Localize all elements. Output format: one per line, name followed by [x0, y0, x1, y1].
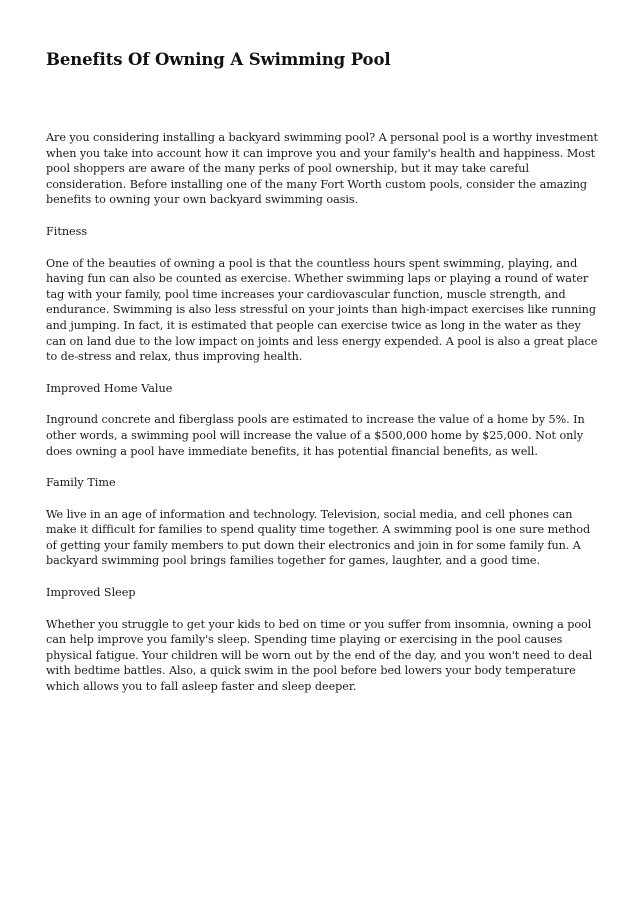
section-heading-home-value: Improved Home Value: [46, 381, 173, 395]
intro-paragraph: Are you considering installing a backyard swimming pool? A personal pool is a worthy investment when you take into account how it can improve you and your family's health and happiness. Most pool shoppers are aware of the many perks of pool ownership, but it may take careful consideration. Before installing one of the many Fort Worth custom pools, consider the amazing benefits to owning your own backyard swimming oasis.: [46, 131, 598, 207]
section-text-home-value: Inground concrete and fiberglass pools are estimated to increase the value of a home by 5%. In other words, a swimming pool will increase the value of a $500,000 home by $25,000. Not only does owning a pool have immediate benefits, it has potential financial benefits, as well.: [46, 413, 585, 458]
document-title: Benefits Of Owning A Swimming Pool: [46, 50, 391, 69]
section-heading-family-time: Family Time: [46, 476, 116, 490]
section-heading-sleep: Improved Sleep: [46, 586, 136, 600]
document-body: [46, 130, 598, 711]
section-text-sleep: Whether you struggle to get your kids to bed on time or you suffer from insomnia, owning a pool can help improve you family's sleep. Spending time playing or exercising in the pool causes physical fatigue. Your children will be worn out by the end of the day, and you won't need to deal with bedtime battles. Also, a quick swim in the pool before bed lowers your body temperature which allows you to fall asleep faster and sleep deeper.: [46, 617, 593, 694]
section-heading-fitness: Fitness: [46, 224, 88, 238]
section-text-family-time: We live in an age of information and technology. Television, social media, and cell phones can make it difficult for families to spend quality time together. A swimming pool is one sure method of getting your family members to put down their electronics and join in for some family fun. A backyard swimming pool brings families together for games, laughter, and a good time.: [46, 507, 591, 568]
section-text-fitness: One of the beauties of owning a pool is that the countless hours spent swimming, playing, and having fun can also be counted as exercise. Whether swimming laps or playing a round of water tag with your family, pool time increases your cardiovascular function, muscle strength, and endurance. Swimming is also less stressful on your joints than high-impact exercises like running and jumping. In fact, it is estimated that people can exercise twice as long in the water as they can on land due to the low impact on joints and less energy expended. A pool is also a great place to de-stress and relax, thus improving health.: [46, 256, 598, 364]
